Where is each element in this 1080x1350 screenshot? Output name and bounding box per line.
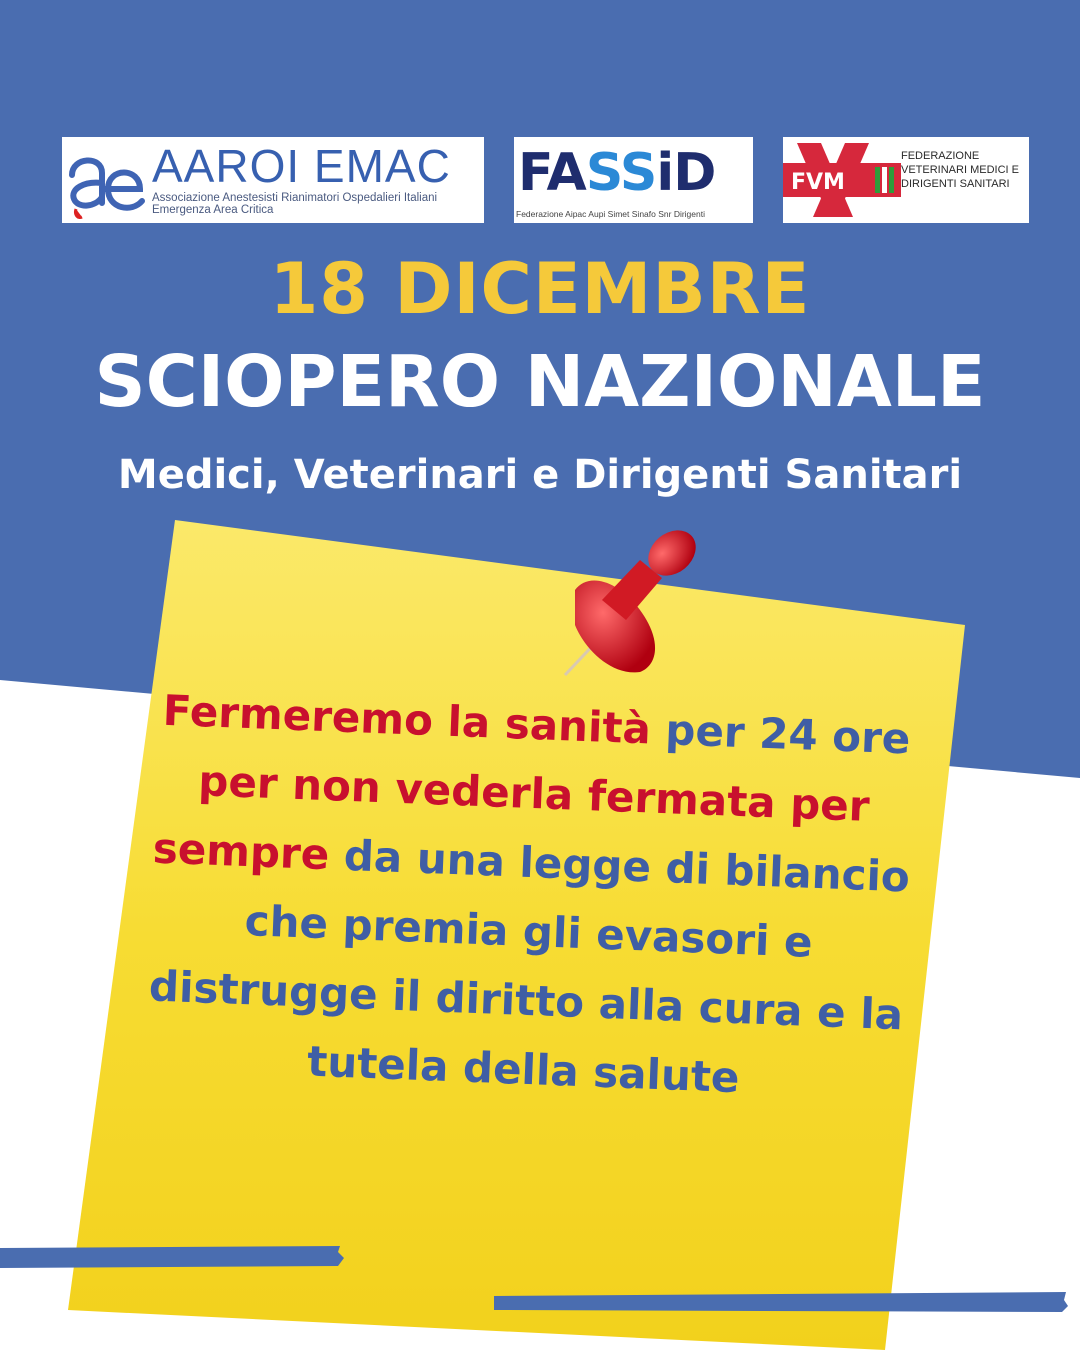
strike-subtitle: Medici, Veterinari e Dirigenti Sanitari (117, 452, 963, 498)
fassid-subtitle: Federazione Aipac Aupi Simet Sinafo Snr Dirigenti (516, 209, 705, 219)
note-message (142, 676, 917, 1119)
note-segment-3: per non vederla fermata per sempre (151, 756, 871, 880)
fvm-text: FEDERAZIONE VETERINARI MEDICI E DIRIGENTI SANITARI (901, 150, 1019, 190)
fassid-part-ss: SS (585, 143, 657, 203)
aaroi-title: AAROI EMAC (152, 140, 451, 192)
note-segment-2: per 24 ore (649, 704, 912, 764)
fvm-badge-text: FVM (791, 170, 845, 195)
aaroi-subtitle: Associazione Anestesisti Rianimatori Ospedalieri Italiani Emergenza Area Critica (152, 192, 438, 216)
note-segment-4: da una legge di bilancio che premia gli evasori e distrugge il diritto alla cura e la tutela della salute (148, 830, 911, 1103)
strike-date: 18 DICEMBRE (269, 248, 811, 330)
strike-title: SCIOPERO NAZIONALE (94, 340, 986, 423)
fassid-part-id: iD (656, 143, 716, 203)
note-segment-1: Fermeremo la sanità (161, 685, 652, 754)
fassid-part-fa: FA (518, 143, 586, 203)
